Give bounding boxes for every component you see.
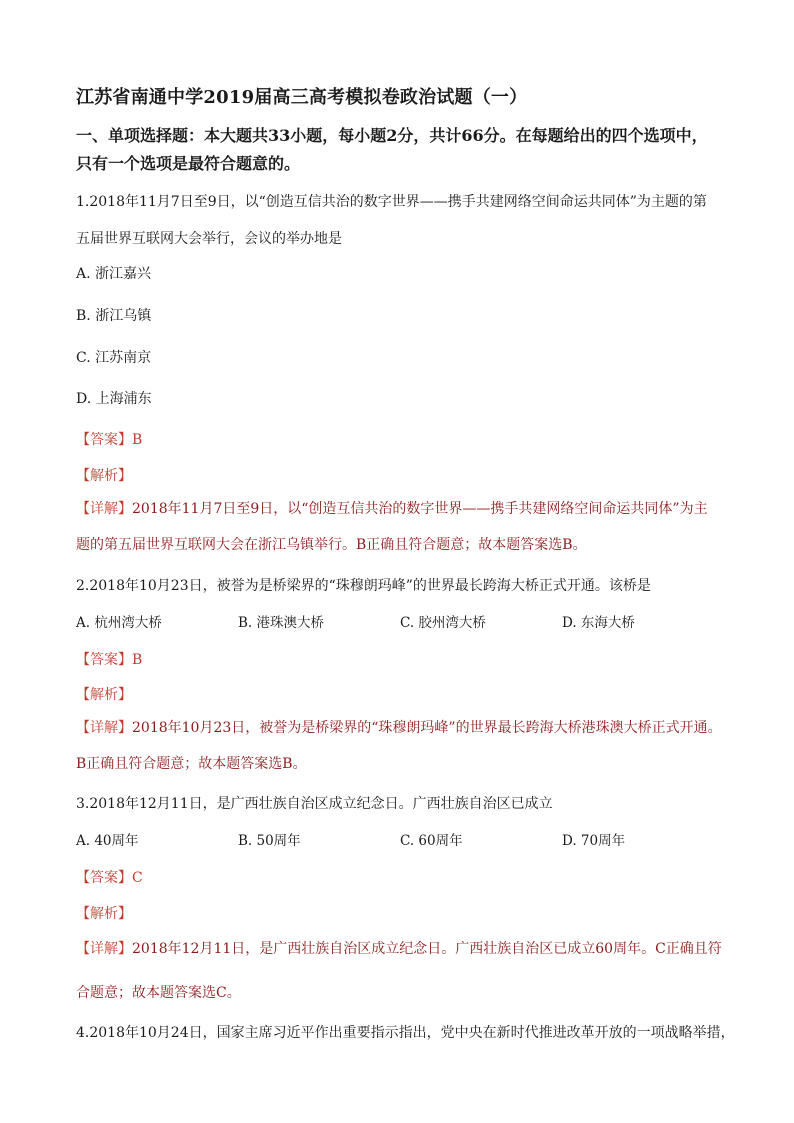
section-heading-line-1: 一、单项选择题：本大题共33小题，每小题2分，共计66分。在每题给出的四个选项中， xyxy=(76,126,708,145)
analysis-tag: 【解析】 xyxy=(76,468,132,484)
q2-stem: 2.2018年10月23日，被誉为是桥梁界的“珠穆朗玛峰”的世界最长跨海大桥正式开通。该桥是 xyxy=(76,578,651,594)
q3-answer-value: C xyxy=(132,870,143,886)
q2-detail-line-1 xyxy=(76,718,722,738)
q2-answer xyxy=(76,650,142,670)
q1-detail-line-2: 题的第五届世界互联网大会在浙江乌镇举行。B正确且符合题意；故本题答案选B。 xyxy=(76,537,587,553)
q1-detail-text-1: 2018年11月7日至9日，以“创造互信共治的数字世界——携手共建网络空间命运共同体”为主 xyxy=(132,501,708,517)
detail-tag: 【详解】 xyxy=(76,720,132,736)
q3-detail-line-2: 合题意；故本题答案选C。 xyxy=(76,985,241,1001)
q1-option-c: C. 江苏南京 xyxy=(76,350,152,366)
q1-option-a: A. 浙江嘉兴 xyxy=(76,266,152,282)
q2-option-c: C. 胶州湾大桥 xyxy=(400,615,486,631)
q3-stem: 3.2018年12月11日，是广西壮族自治区成立纪念日。广西壮族自治区已成立 xyxy=(76,796,553,812)
analysis-tag: 【解析】 xyxy=(76,687,132,703)
q1-option-d: D. 上海浦东 xyxy=(76,391,152,407)
q1-answer-value: B xyxy=(132,432,143,448)
q2-detail-line-2: B正确且符合题意；故本题答案选B。 xyxy=(76,756,307,772)
q2-option-b: B. 港珠澳大桥 xyxy=(238,615,325,631)
detail-tag: 【详解】 xyxy=(76,501,132,517)
q2-option-d: D. 东海大桥 xyxy=(562,615,635,631)
section-heading-line-2: 只有一个选项是最符合题意的。 xyxy=(76,154,301,173)
q3-answer xyxy=(76,868,143,888)
answer-tag: 【答案】 xyxy=(76,652,132,668)
q2-option-a: A. 杭州湾大桥 xyxy=(76,615,162,631)
q2-analysis-tag xyxy=(76,685,132,705)
q1-stem-line-1: 1.2018年11月7日至9日，以“创造互信共治的数字世界——携手共建网络空间命运共同体”为主题的第 xyxy=(76,194,707,210)
q4-stem: 4.2018年10月24日，国家主席习近平作出重要指示指出，党中央在新时代推进改革开放的一项战略举措， xyxy=(76,1025,735,1041)
answer-tag: 【答案】 xyxy=(76,870,132,886)
q3-option-a: A. 40周年 xyxy=(76,833,139,849)
q3-option-c: C. 60周年 xyxy=(400,833,463,849)
q3-detail-line-1 xyxy=(76,939,722,959)
q1-stem-line-2: 五届世界互联网大会举行，会议的举办地是 xyxy=(76,231,342,247)
q1-answer xyxy=(76,430,142,450)
q2-detail-text-1: 2018年10月23日，被誉为是桥梁界的“珠穆朗玛峰”的世界最长跨海大桥港珠澳大桥正式开通。 xyxy=(132,720,722,736)
detail-tag: 【详解】 xyxy=(76,941,132,957)
q1-detail-line-1 xyxy=(76,499,708,519)
q1-analysis-tag xyxy=(76,466,132,486)
answer-tag: 【答案】 xyxy=(76,432,132,448)
q3-detail-text-1: 2018年12月11日，是广西壮族自治区成立纪念日。广西壮族自治区已成立60周年。C正确且符 xyxy=(132,941,722,957)
q2-answer-value: B xyxy=(132,652,143,668)
analysis-tag: 【解析】 xyxy=(76,906,132,922)
q3-option-b: B. 50周年 xyxy=(238,833,301,849)
q1-option-b: B. 浙江乌镇 xyxy=(76,308,152,324)
page-title: 江苏省南通中学2019届高三高考模拟卷政治试题（一） xyxy=(76,87,528,108)
q3-option-d: D. 70周年 xyxy=(562,833,626,849)
q3-analysis-tag xyxy=(76,904,132,924)
